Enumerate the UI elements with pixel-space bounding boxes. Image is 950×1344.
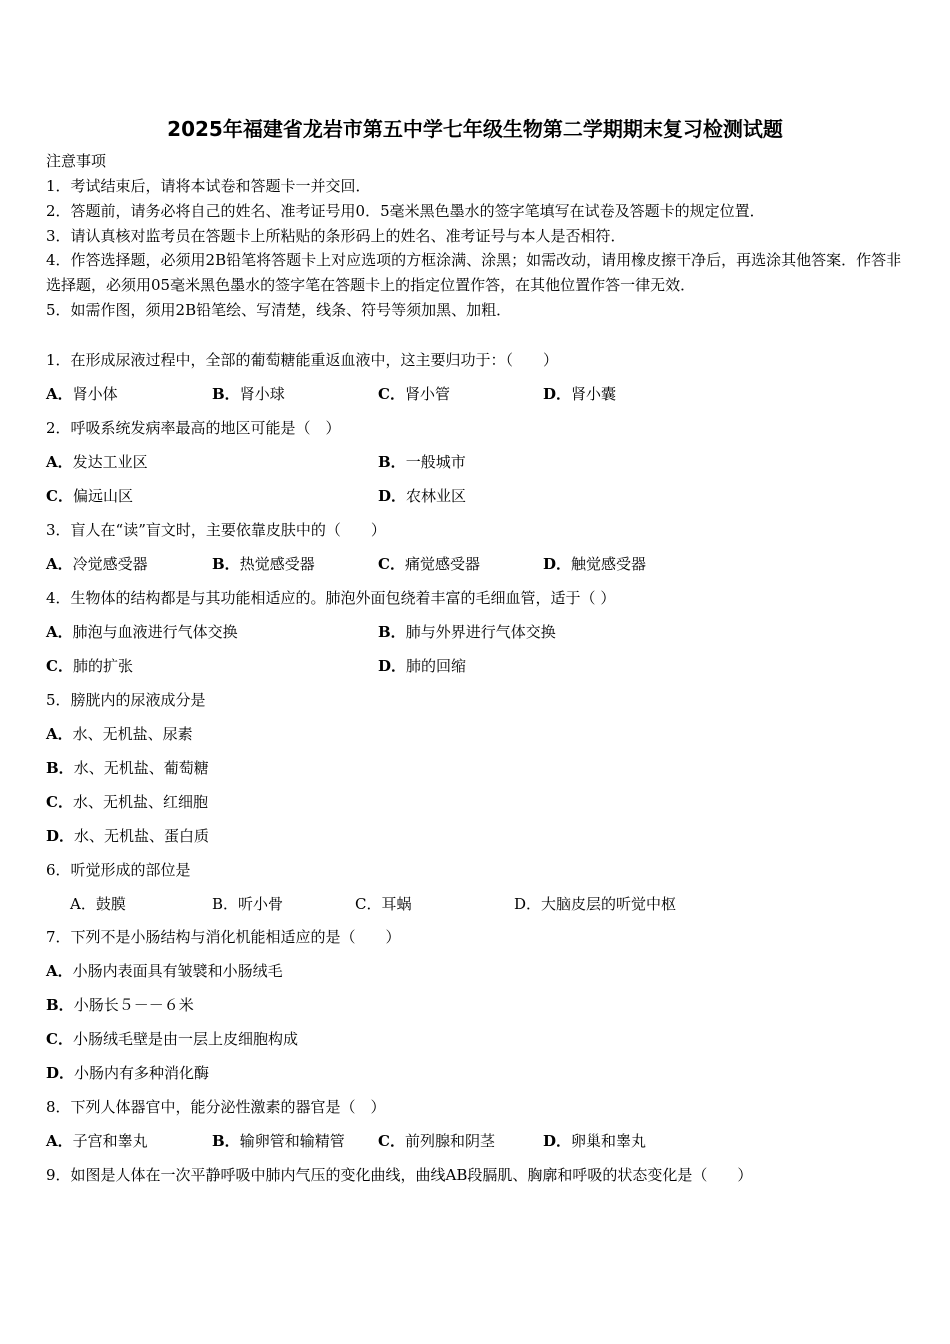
option-text: 肺与外界进行气体交换: [405, 623, 556, 641]
option-text: 一般城市: [405, 453, 466, 471]
question-stem: 2．呼吸系统发病率最高的地区可能是（ ）: [46, 419, 341, 437]
notice-item: 5．如需作图，须用2B铅笔绘、写清楚，线条、符号等须加黑、加粗．: [46, 301, 512, 319]
option-text: 肾小囊: [571, 385, 617, 403]
option-text: 发达工业区: [72, 453, 148, 471]
option-c: [355, 894, 412, 914]
option-text: 肾小体: [72, 385, 118, 403]
option-letter: A．: [46, 1132, 73, 1150]
option-b: [46, 995, 194, 1015]
option-text: 小肠绒毛壁是由一层上皮细胞构成: [72, 1030, 298, 1048]
option-b: [46, 758, 209, 778]
option-text: 子宫和睾丸: [72, 1132, 148, 1150]
option-letter: D．: [46, 1064, 75, 1082]
option-c: [378, 554, 480, 574]
notice-item: 1．考试结束后，请将本试卷和答题卡一并交回．: [46, 177, 371, 195]
option-b: [378, 452, 466, 472]
option-letter: D．: [514, 895, 542, 913]
option-letter: A．: [46, 555, 73, 573]
option-text: 水、无机盐、蛋白质: [74, 827, 210, 845]
option-text: 肺的回缩: [406, 657, 467, 675]
option-a: [46, 961, 283, 981]
option-letter: D．: [543, 1132, 572, 1150]
option-letter: A．: [46, 725, 73, 743]
question-stem: 7．下列不是小肠结构与消化机能相适应的是（ ）: [46, 928, 401, 946]
notice-item: 3．请认真核对监考员在答题卡上所粘贴的条形码上的姓名、准考证号与本人是否相符．: [46, 227, 626, 245]
option-d: [378, 486, 466, 506]
option-letter: A．: [46, 453, 73, 471]
option-letter: C．: [378, 1132, 405, 1150]
option-b: [212, 894, 283, 914]
option-letter: B．: [212, 895, 239, 913]
option-letter: C．: [355, 895, 382, 913]
option-letter: C．: [46, 1030, 73, 1048]
option-letter: A．: [70, 895, 96, 913]
option-letter: C．: [378, 385, 405, 403]
option-a: [46, 1131, 148, 1151]
option-d: [46, 1063, 209, 1083]
option-text: 热觉感受器: [239, 555, 315, 573]
option-text: 冷觉感受器: [72, 555, 148, 573]
option-text: 肾小管: [404, 385, 450, 403]
option-letter: A．: [46, 962, 73, 980]
option-letter: D．: [378, 487, 407, 505]
option-d: [543, 554, 646, 574]
option-a: [46, 554, 148, 574]
option-letter: B．: [212, 385, 240, 403]
option-text: 前列腺和阴茎: [404, 1132, 495, 1150]
notice-item: 2．答题前，请务必将自己的姓名、准考证号用0．5毫米黑色墨水的签字笔填写在试卷及答题卡的规定位置．: [46, 202, 765, 220]
option-b: [212, 554, 315, 574]
option-text: 小肠内有多种消化酶: [74, 1064, 210, 1082]
option-letter: B．: [378, 623, 406, 641]
question-stem: 5．膀胱内的尿液成分是: [46, 691, 206, 709]
option-c: [46, 792, 208, 812]
question-stem: 4．生物体的结构都是与其功能相适应的。肺泡外面包绕着丰富的毛细血管，适于（ ）: [46, 589, 616, 607]
option-c: [378, 1131, 495, 1151]
option-b: [212, 1131, 345, 1151]
option-letter: B．: [212, 1132, 240, 1150]
option-a: [46, 452, 148, 472]
option-letter: A．: [46, 623, 73, 641]
option-letter: C．: [46, 793, 73, 811]
option-text: 偏远山区: [72, 487, 133, 505]
option-b: [212, 384, 285, 404]
option-d: [543, 384, 616, 404]
option-letter: D．: [378, 657, 407, 675]
option-text: 肺泡与血液进行气体交换: [72, 623, 238, 641]
question-stem: 8．下列人体器官中，能分泌性激素的器官是（ ）: [46, 1098, 386, 1116]
option-text: 肾小球: [239, 385, 285, 403]
option-text: 听小骨: [238, 895, 284, 913]
option-text: 卵巢和睾丸: [571, 1132, 647, 1150]
option-a: [70, 894, 126, 914]
option-text: 小肠内表面具有皱襞和小肠绒毛: [72, 962, 283, 980]
option-text: 小肠长５－－６米: [73, 996, 194, 1014]
page-title: 2025年福建省龙岩市第五中学七年级生物第二学期期末复习检测试题: [167, 117, 783, 141]
option-letter: C．: [46, 487, 73, 505]
notice-item: 4．作答选择题，必须用2B铅笔将答题卡上对应选项的方框涂满、涂黑；如需改动，请用橡皮擦干净后，再选涂其他答案．作答非选择题，必须用05毫米黑色墨水的签字笔在答题卡上的指定位置作答，在其他位置作答一律无效．: [46, 251, 902, 294]
option-text: 输卵管和输精管: [239, 1132, 345, 1150]
question-stem: 3．盲人在“读”盲文时，主要依靠皮肤中的（ ）: [46, 521, 386, 539]
option-d: [543, 1131, 646, 1151]
option-a: [46, 622, 238, 642]
option-letter: D．: [543, 385, 572, 403]
option-letter: B．: [378, 453, 406, 471]
option-a: [46, 384, 118, 404]
option-text: 肺的扩张: [72, 657, 133, 675]
option-a: [46, 724, 193, 744]
option-text: 大脑皮层的听觉中枢: [541, 895, 677, 913]
option-letter: C．: [378, 555, 405, 573]
question-stem: 1．在形成尿液过程中，全部的葡萄糖能重返血液中，这主要归功于：（ ）: [46, 351, 559, 369]
option-d: [46, 826, 209, 846]
option-letter: C．: [46, 657, 73, 675]
option-text: 水、无机盐、尿素: [72, 725, 193, 743]
option-letter: D．: [543, 555, 572, 573]
option-text: 痛觉感受器: [404, 555, 480, 573]
option-c: [46, 486, 133, 506]
option-text: 耳蜗: [381, 895, 412, 913]
option-letter: B．: [212, 555, 240, 573]
option-text: 水、无机盐、红细胞: [72, 793, 208, 811]
option-text: 水、无机盐、葡萄糖: [73, 759, 209, 777]
notice-heading: 注意事项: [46, 152, 107, 170]
option-letter: A．: [46, 385, 73, 403]
option-d: [378, 656, 466, 676]
option-c: [46, 656, 133, 676]
question-stem: 9．如图是人体在一次平静呼吸中肺内气压的变化曲线，曲线AB段膈肌、胸廓和呼吸的状态变化是（ ）: [46, 1166, 753, 1184]
option-text: 鼓膜: [95, 895, 126, 913]
option-c: [46, 1029, 298, 1049]
option-letter: B．: [46, 759, 74, 777]
option-text: 农林业区: [406, 487, 467, 505]
option-letter: B．: [46, 996, 74, 1014]
option-text: 触觉感受器: [571, 555, 647, 573]
option-letter: D．: [46, 827, 75, 845]
option-b: [378, 622, 556, 642]
option-d: [514, 894, 676, 914]
question-stem: 6．听觉形成的部位是: [46, 861, 191, 879]
option-c: [378, 384, 450, 404]
